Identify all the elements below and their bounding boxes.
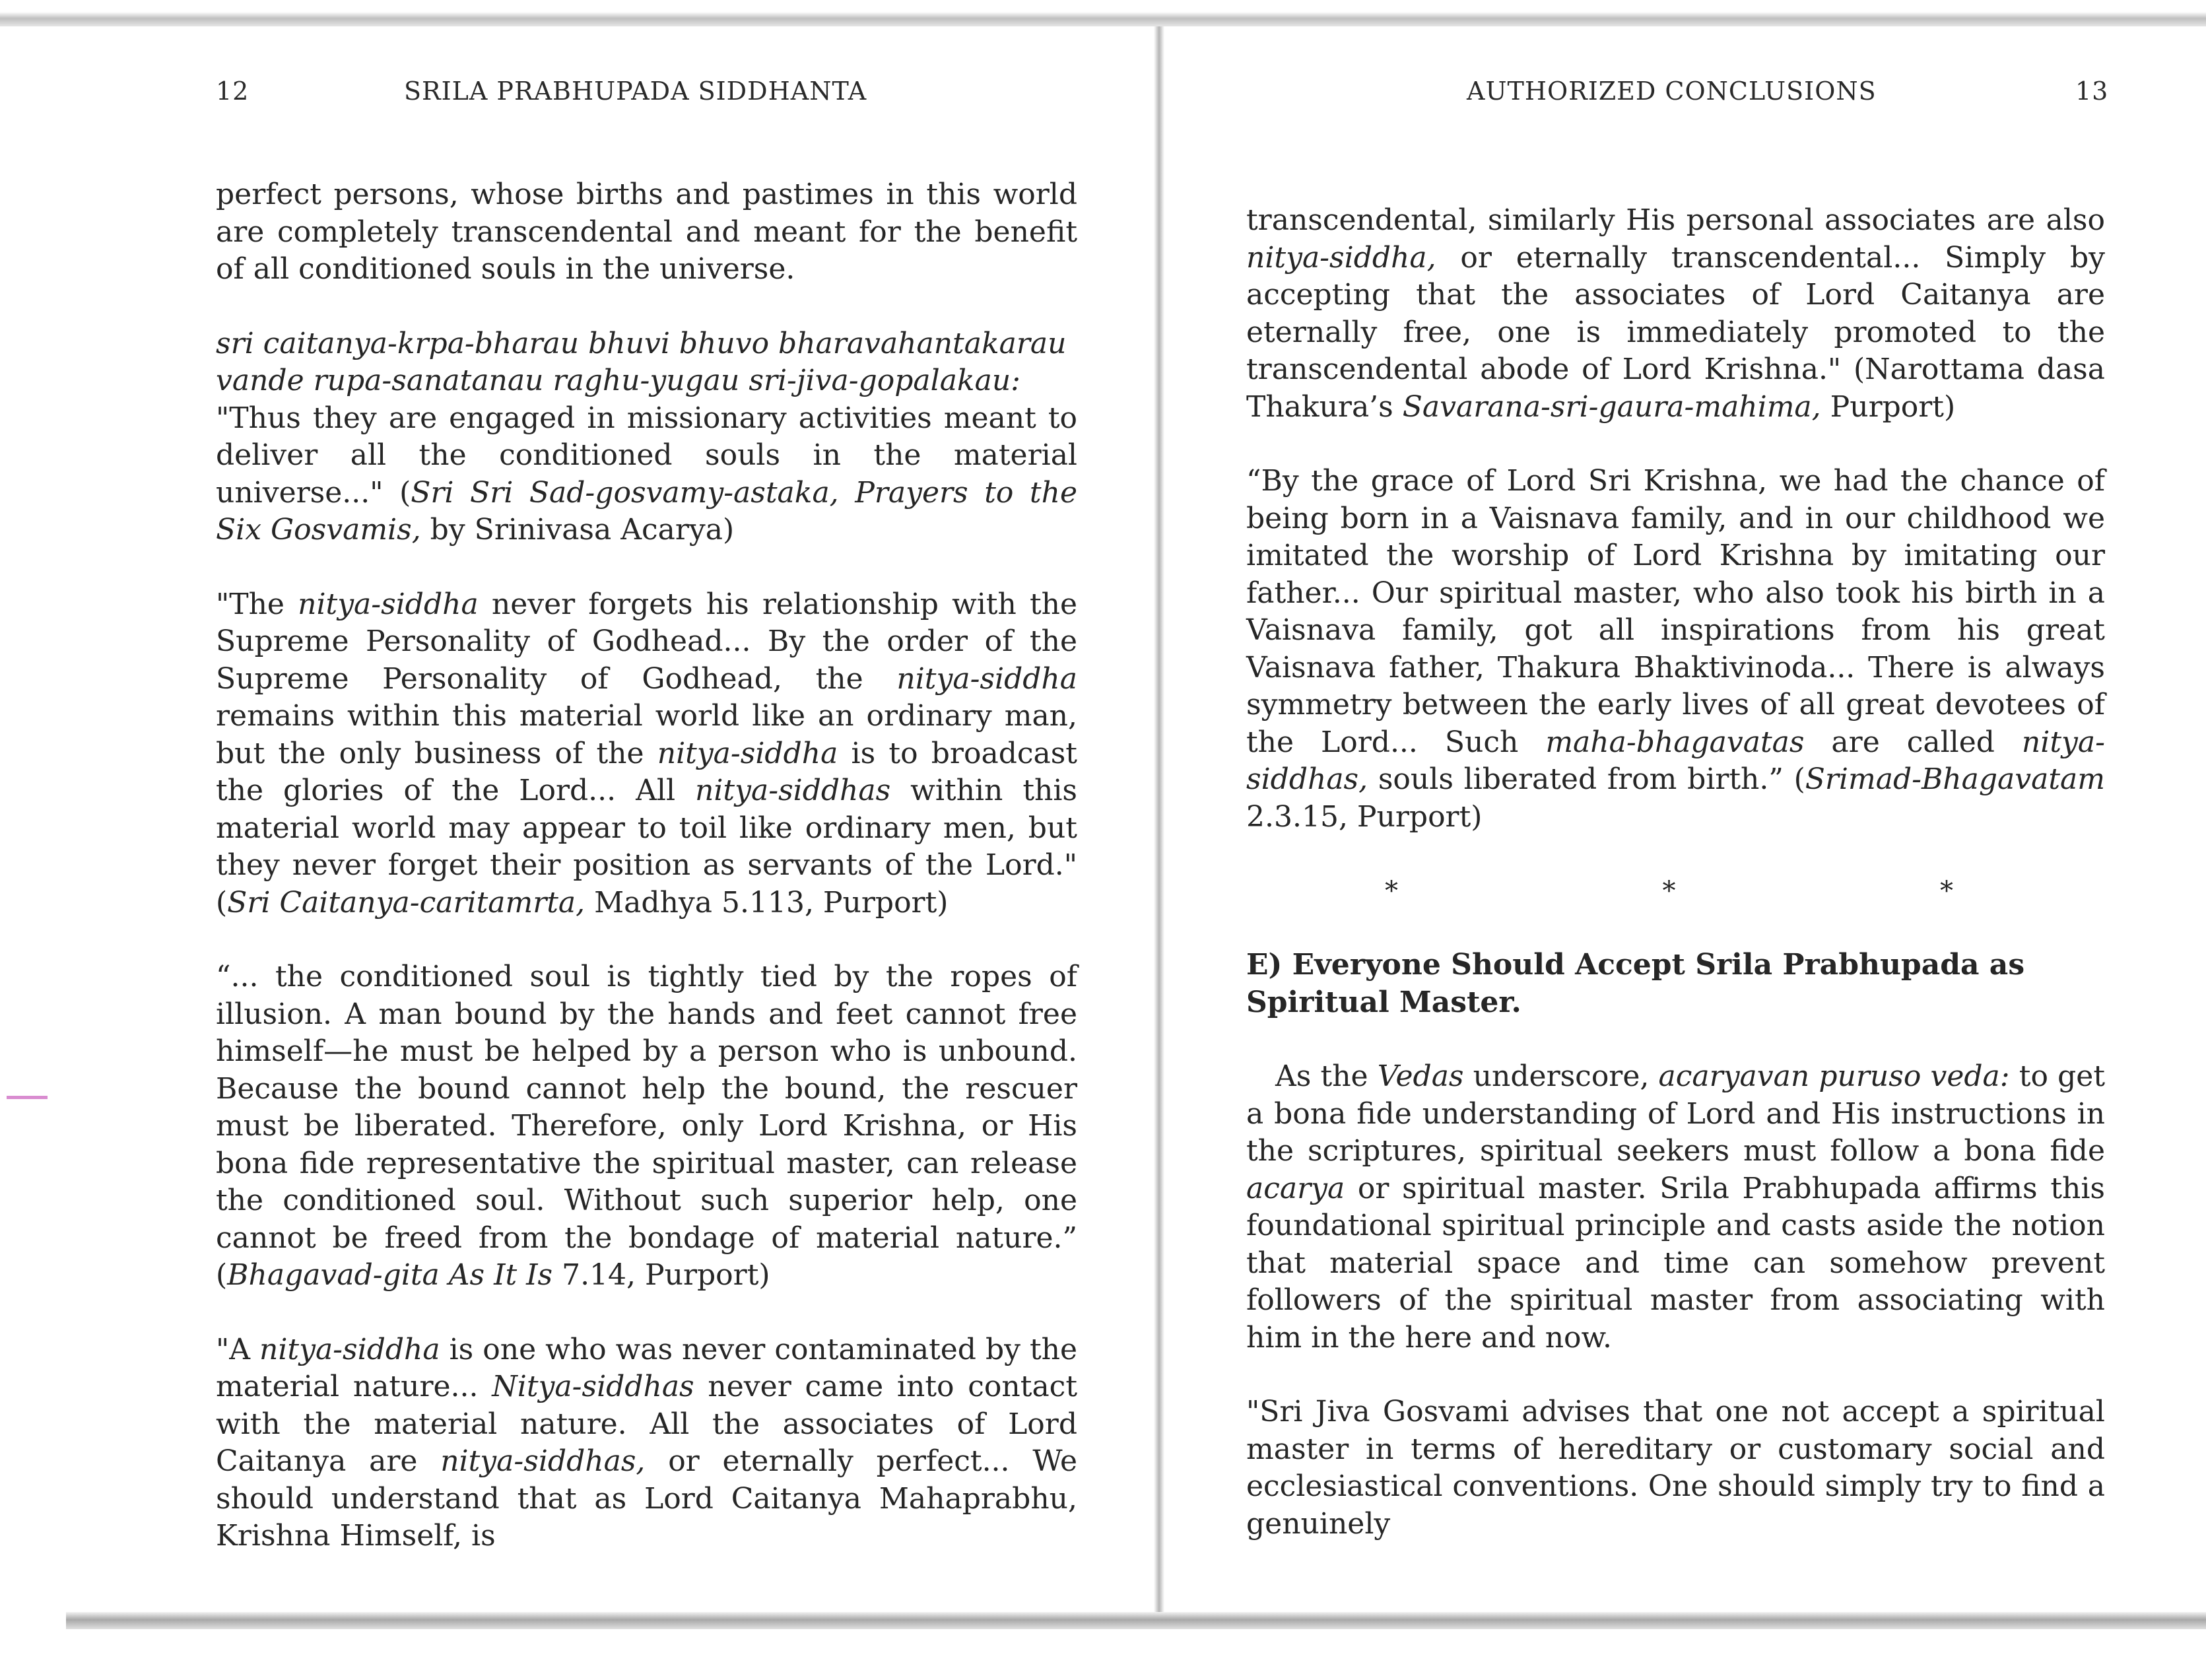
quote-paragraph: "Sri Jiva Gosvami advises that one not accept a spiritual master in terms of hereditary or customary social and ecclesiastical conventions. One should simply try to find a genuinely — [1246, 1395, 2105, 1541]
italic-term: maha-bhagavatas — [1545, 725, 1805, 759]
citation-title: Savarana-sri-gaura-mahima, — [1402, 389, 1821, 424]
text-run: Purport) — [1821, 389, 1956, 424]
text-run: As the — [1275, 1059, 1378, 1093]
text-run: never forgets his relationship with the Supreme Personality of Godhead... By the order of the Supreme Personality of Godhead, the — [216, 587, 1078, 696]
italic-term: nitya-siddha — [298, 587, 479, 621]
italic-term: nitya-siddha, — [1246, 240, 1436, 275]
text-run: remains within this material world like an ordinary man, but the only business of the — [216, 699, 1077, 770]
text-run: underscore, — [1463, 1059, 1659, 1093]
text-run: is to broadcast the glories of the Lord... All — [216, 736, 1077, 807]
running-head-right: AUTHORIZED CONCLUSIONS — [1467, 77, 1877, 106]
text-run: souls liberated from birth.” ( — [1368, 762, 1805, 796]
paragraph-continuation: perfect persons, whose births and pastimes in this world are completely transcendental and meant for the benefit of all conditioned souls in the universe. — [216, 178, 1077, 286]
italic-term: nitya-siddha — [896, 661, 1077, 696]
page-number-right: 13 — [2075, 77, 2109, 106]
text-run: are called — [1804, 725, 2022, 759]
italic-term: acarya — [1246, 1171, 1345, 1205]
scan-bottom-edge — [66, 1612, 2206, 1629]
running-head-left: SRILA PRABHUPADA SIDDHANTA — [404, 77, 867, 106]
quote-paragraph — [216, 1331, 1077, 1555]
quote-paragraph — [216, 958, 1077, 1294]
citation-title: Sri Sri Sad-gosvamy-astaka, Prayers to the Six Gosvamis, — [216, 475, 1077, 547]
right-page-body — [1246, 202, 2105, 1543]
italic-term: nitya-siddhas, — [440, 1444, 646, 1478]
left-page-body — [216, 176, 1077, 1555]
asterisk: * — [1940, 876, 1953, 906]
body-paragraph — [1246, 1058, 2105, 1357]
sanskrit-verse — [216, 325, 1077, 400]
text-run: never came into contact with the material nature. All the associates of Lord Caitanya are — [216, 1370, 1077, 1478]
quote-paragraph — [1246, 202, 2105, 426]
asterisk: * — [1385, 876, 1398, 906]
text-run: “... the conditioned soul is tightly tied by the ropes of illusion. A man bound by the hands and feet cannot free himself—he must be helped by a person who is unbound. Because the bound cannot help the bound, the rescuer must be liberated. Therefore, only Lord Krishna, or His bona fide representative the spiritual master, can release the conditioned soul. Without such superior help, one cannot be freed from the bondage of material nature.” ( — [216, 960, 1077, 1292]
italic-term: Nitya-siddhas — [492, 1370, 694, 1403]
text-run: 2.3.15, Purport) — [1246, 799, 1483, 834]
book-gutter — [1154, 26, 1164, 1617]
verse-line: vande rupa-sanatanau raghu-yugau sri-jiva-gopalakau: — [216, 364, 1020, 397]
quote-paragraph — [216, 586, 1077, 922]
citation-title: Srimad-Bhagavatam — [1805, 762, 2105, 796]
text-run: or eternally transcendental... Simply by accepting that the associates of Lord Caitanya are eternally free, one is immediately promoted to the transcendental abode of Lord Krishna." (Narottama dasa Thakura’s — [1246, 240, 2105, 424]
text-run: is one who was never contaminated by the material nature... — [216, 1332, 1078, 1403]
text-run: Madhya 5.113, Purport) — [585, 885, 949, 920]
verse-translation — [216, 400, 1077, 549]
text-run: or eternally perfect... We should understand that as Lord Caitanya Mahaprabhu, Krishna Himself, is — [216, 1444, 1077, 1553]
page-number-left: 12 — [216, 77, 250, 106]
section-separator — [1246, 873, 2105, 910]
text-run: "The — [216, 587, 298, 621]
text-run: "A — [216, 1332, 259, 1366]
quote-paragraph — [1246, 463, 2105, 836]
right-page — [1164, 0, 2206, 1611]
text-run: 7.14, Purport) — [552, 1258, 770, 1292]
italic-term: Vedas — [1377, 1059, 1464, 1093]
section-heading: E) Everyone Should Accept Srila Prabhupada as Spiritual Master. — [1246, 948, 2025, 1019]
text-run: transcendental, similarly His personal associates are also — [1246, 203, 2105, 237]
italic-term: nitya-siddha — [259, 1332, 440, 1366]
text-run: by Srinivasa Acarya) — [420, 513, 735, 547]
citation-title: Bhagavad-gita As It Is — [227, 1258, 553, 1292]
text-run: within this material world may appear to toil like ordinary men, but they never forget their position as servants of the Lord." ( — [216, 774, 1077, 920]
text-run: to get a bona fide understanding of Lord and His instructions in the scriptures, spiritual seekers must follow a bona fide — [1246, 1059, 2105, 1168]
asterisk: * — [1662, 876, 1676, 906]
italic-term: nitya-siddha — [657, 736, 838, 770]
italic-term: nitya-siddhas — [695, 774, 891, 807]
italic-term: nitya-siddhas, — [1246, 725, 2105, 796]
verse-line: sri caitanya-krpa-bharau bhuvi bhuvo bharavahantakarau — [216, 326, 1067, 360]
italic-term: acaryavan puruso veda: — [1658, 1059, 2010, 1093]
citation-title: Sri Caitanya-caritamrta, — [227, 885, 585, 920]
text-run: "Thus they are engaged in missionary activities meant to deliver all the conditioned souls in the material universe..." ( — [216, 401, 1077, 510]
text-run: “By the grace of Lord Sri Krishna, we had the chance of being born in a Vaisnava family, and in our childhood we imitated the worship of Lord Krishna by imitating our father... Our spiritual master, who also took his birth in a Vaisnava family, got all inspirations from his great Vaisnava father, Thakura Bhaktivinoda... There is always symmetry between the early lives of all great devotees of the Lord... Such — [1246, 464, 2105, 759]
text-run: or spiritual master. Srila Prabhupada affirms this foundational spiritual principle and casts aside the notion that material space and time can somehow prevent followers of the spiritual master from associating with him in the here and now. — [1246, 1171, 2105, 1355]
